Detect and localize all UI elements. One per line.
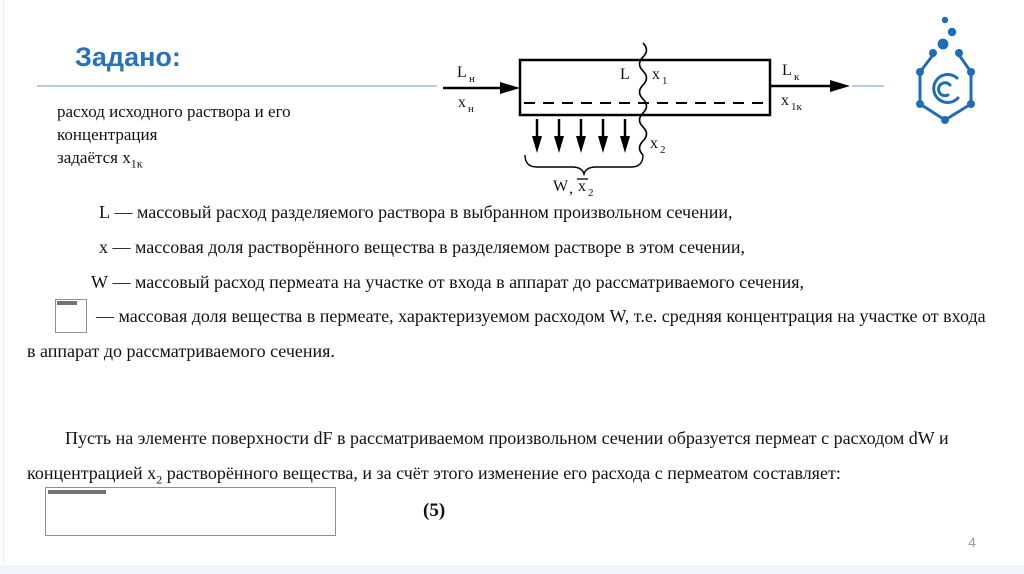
definition-xbar (27, 299, 989, 369)
section-conc-bottom-label: x (650, 135, 658, 152)
definition-L-text: — массовый расход разделяемого раствора в выбранном произвольном сечении, (114, 202, 733, 222)
permeate-mean-conc-subscript: 2 (588, 187, 594, 199)
outlet-conc-subscript: 1к (791, 101, 802, 113)
permeate-arrows (532, 119, 630, 153)
definition-W (27, 272, 997, 293)
inlet-arrow (443, 82, 520, 94)
definition-x-text: — массовая доля растворённого вещества в разделяемом растворе в этом сечении, (112, 237, 746, 257)
bottom-accent-band (0, 565, 1024, 574)
given-text-block (57, 100, 387, 175)
placeholder-artifact (48, 490, 106, 494)
section-conc-top-subscript: 1 (662, 75, 668, 87)
missing-formula-placeholder-small (55, 299, 87, 333)
paragraph-subscript: 2 (156, 472, 163, 487)
given-line-2: концентрация (57, 125, 158, 144)
inlet-flow-subscript: н (469, 73, 475, 85)
definition-L (27, 202, 997, 223)
inlet-flow-label: L (457, 64, 467, 81)
inlet-conc-subscript: н (468, 103, 474, 115)
permeate-comma: , (569, 180, 573, 197)
outlet-conc-label: x (781, 92, 789, 109)
missing-formula-placeholder-large (45, 487, 336, 536)
inlet-conc-label: x (458, 94, 466, 111)
permeate-flow-label: W (553, 178, 569, 195)
outlet-flow-label: L (782, 62, 792, 79)
permeate-brace (525, 155, 643, 174)
definition-W-text: — массовый расход пермеата на участке от входа в аппарат до рассматриваемого сечения, (112, 272, 805, 292)
left-edge-line (3, 0, 4, 574)
section-flow-label: L (620, 66, 630, 83)
definition-xbar-text: — массовая доля вещества в пермеате, характеризуемом расходом W, т.е. средняя концентрация на участке от входа в аппарат до рассматриваемого сечения. (27, 306, 986, 361)
equation-number: (5) (423, 500, 446, 521)
definition-x-term: х (99, 237, 108, 257)
given-line-3: задаётся $x_{1к}$ (57, 148, 143, 171)
apparatus-body (520, 60, 770, 115)
outlet-arrow (770, 80, 850, 92)
chemistry-flask-logo-icon (903, 8, 987, 133)
given-line-3-subscript: 1к (130, 156, 143, 171)
outlet-flow-subscript: к (794, 71, 800, 83)
section-conc-bottom-subscript: 2 (660, 144, 666, 156)
definition-x (27, 237, 997, 258)
membrane-apparatus-diagram (437, 35, 852, 205)
definition-L-term: L (99, 202, 110, 222)
definition-W-term: W (91, 272, 108, 292)
placeholder-artifact (57, 301, 77, 305)
page-number: 4 (968, 534, 976, 550)
given-line-1: расход исходного раствора и его (57, 102, 291, 121)
body-paragraph: Пусть на элементе поверхности dF в рассматриваемом произвольном сечении образуется пермеат с расходом dW и концентрацией $x_2$ растворённого вещества, и за счёт этого изменение его расхода с пермеатом составляет: (27, 428, 949, 487)
section-conc-top-label: x (652, 66, 660, 83)
permeate-mean-conc-label: x (578, 178, 586, 195)
page-title: Задано: (75, 42, 181, 72)
